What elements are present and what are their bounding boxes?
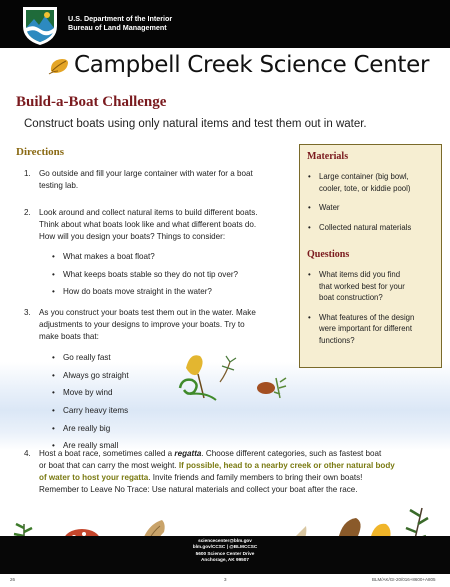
list-item: • What keeps boats stable so they do not tip over? xyxy=(52,269,238,281)
item-line: that worked best for your xyxy=(319,281,405,291)
step-3-boat-goals xyxy=(52,352,129,458)
step-line: testing lab. xyxy=(39,181,79,190)
science-center-title xyxy=(48,52,430,78)
item-line: • What items did you find xyxy=(319,270,401,279)
yellow-leaf-icon xyxy=(186,355,203,375)
step-number: 3. xyxy=(24,308,31,317)
step-line: Remember to Leave No Trace: Use natural materials and collect your boat after the race. xyxy=(39,485,358,494)
page-subtitle: Construct boats using only natural items and test them out in water. xyxy=(24,118,367,130)
item-line: functions? xyxy=(319,335,355,345)
agency-header-bar xyxy=(0,0,450,48)
step-number: 4. xyxy=(24,449,31,458)
step-number: 1. xyxy=(24,169,31,178)
step-text xyxy=(39,307,256,343)
item-line: • Large container (big bowl, xyxy=(319,172,409,181)
materials-questions-box xyxy=(299,144,442,368)
item-line: • Water xyxy=(319,203,340,212)
step-line: How will you design your boats? Things to consider: xyxy=(39,232,226,241)
directions-heading: Directions xyxy=(16,146,65,158)
document-id: BLM/AK/GI-20/016+8600+A805 xyxy=(372,577,436,582)
contact-address: 5600 Science Center Drive xyxy=(195,550,255,556)
list-item xyxy=(308,171,438,194)
pinecone-icon xyxy=(257,382,275,394)
step-line xyxy=(39,472,395,484)
list-item xyxy=(308,222,438,234)
list-item: • Always go straight xyxy=(52,370,129,382)
leaf-logo-icon xyxy=(48,56,70,76)
page-number-left: 26 xyxy=(10,577,16,582)
list-item: • How do boats move straight in the water? xyxy=(52,286,238,298)
step-number: 2. xyxy=(24,208,31,217)
page-title: Build-a-Boat Challenge xyxy=(16,94,167,110)
footer-contact xyxy=(170,538,280,564)
list-item xyxy=(308,312,438,347)
highlighted-text: of water to host your regatta xyxy=(39,473,149,482)
center-name: Campbell Creek Science Center xyxy=(74,52,430,78)
step-text xyxy=(39,168,253,192)
list-item xyxy=(308,202,438,214)
agency-line-bureau: Bureau of Land Management xyxy=(68,23,167,32)
text-span: . Invite friends and family members to bring their own boats! xyxy=(148,473,363,482)
step-line: Go outside and fill your large container with water for a boat xyxy=(39,169,253,178)
item-line: boat construction? xyxy=(319,293,383,302)
text-span: Host a boat race, sometimes called a xyxy=(39,449,175,458)
step-text xyxy=(39,207,258,243)
step-line: adjustments to your designs to improve your boats. Try to xyxy=(39,320,245,329)
twig-icon xyxy=(220,362,230,382)
contact-email: sciencecenter@blm.gov xyxy=(198,538,252,543)
item-line: were important for different xyxy=(319,324,413,333)
contact-city: Anchorage, AK 99507 xyxy=(200,557,250,563)
step-line: make boats that: xyxy=(39,332,99,341)
step-2-considerations xyxy=(52,251,238,304)
list-item xyxy=(308,269,438,304)
questions-list xyxy=(308,269,438,346)
contact-social: blm.gov/CCSC | @BLMCCSC xyxy=(192,544,258,550)
materials-list xyxy=(308,171,438,233)
text-span: or boat that can carry the most weight. xyxy=(39,461,179,470)
spruce-sprig-icon xyxy=(274,378,286,398)
natural-items-illustration xyxy=(176,348,296,408)
page-number-middle: 3 xyxy=(224,577,227,582)
step-line: As you construct your boats test them out in the water. Make xyxy=(39,308,256,317)
list-item: • Are really big xyxy=(52,423,129,435)
list-item: • What makes a boat float? xyxy=(52,251,238,263)
text-span: . Choose different categories, such as fastest boat xyxy=(201,449,382,458)
step-line xyxy=(39,460,395,472)
materials-heading: Materials xyxy=(307,151,349,162)
term-regatta: regatta xyxy=(174,449,202,458)
questions-heading: Questions xyxy=(307,249,350,260)
list-item: • Move by wind xyxy=(52,387,129,399)
step-text xyxy=(39,448,395,496)
item-line: • Collected natural materials xyxy=(319,222,412,232)
item-line: • What features of the design xyxy=(319,312,415,322)
highlighted-text: If possible, head to a nearby creek or other natural body xyxy=(178,461,395,470)
agency-line-department: U.S. Department of the Interior xyxy=(68,14,173,23)
step-line: Look around and collect natural items to build different boats. xyxy=(39,208,258,217)
step-line xyxy=(39,448,395,460)
list-item: • Go really fast xyxy=(52,352,129,364)
item-line: cooler, tote, or kiddie pool) xyxy=(319,183,411,193)
list-item: • Carry heavy items xyxy=(52,405,129,417)
blm-logo-icon xyxy=(20,4,60,46)
fern-fiddlehead-icon xyxy=(180,380,197,394)
step-line: Think about what boats look like and what different boats do. xyxy=(39,220,257,229)
agency-name xyxy=(68,14,172,32)
list-item: • Are really small xyxy=(52,440,129,452)
